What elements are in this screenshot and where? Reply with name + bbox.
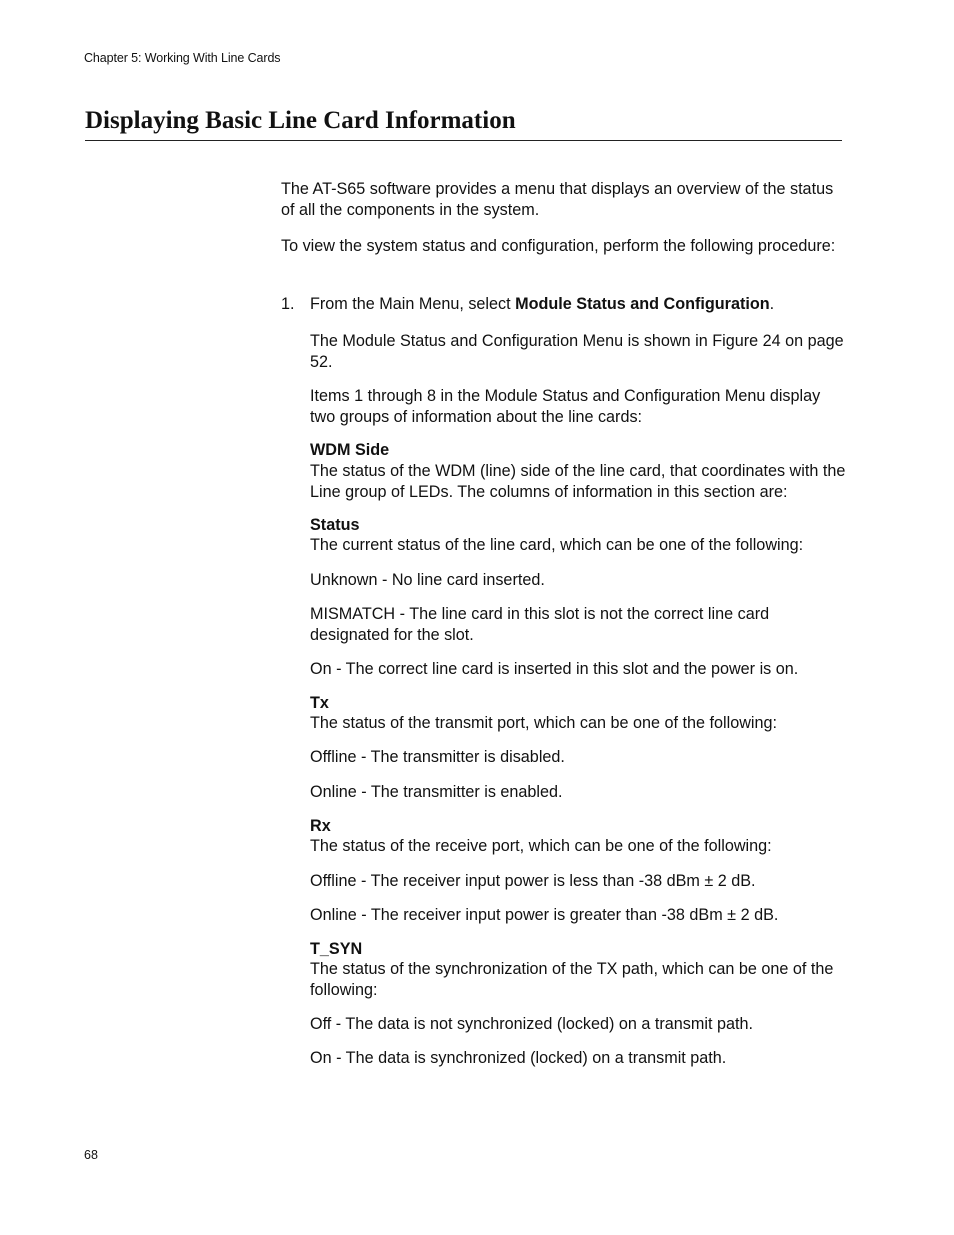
step-1-text: From the Main Menu, select — [310, 295, 516, 313]
title-rule — [85, 140, 842, 141]
status-option-mismatch: MISMATCH - The line card in this slot is not the correct line card designated for the slot. — [310, 605, 770, 644]
tsyn-description: The status of the synchronization of the TX path, which can be one of the following: — [310, 960, 834, 999]
status-heading: Status — [310, 516, 360, 534]
tsyn-option-on: On - The data is synchronized (locked) on a transmit path. — [310, 1049, 727, 1067]
rx-description: The status of the receive port, which can be one of the following: — [310, 837, 772, 855]
rx-option-online: Online - The receiver input power is greater than -38 dBm ± 2 dB. — [310, 906, 779, 924]
rx-heading: Rx — [310, 817, 331, 835]
tx-heading: Tx — [310, 694, 329, 712]
tsyn-option-off: Off - The data is not synchronized (locked) on a transmit path. — [310, 1015, 753, 1033]
tsyn-heading: T_SYN — [310, 940, 363, 958]
rx-option-offline: Offline - The receiver input power is less than -38 dBm ± 2 dB. — [310, 872, 756, 890]
intro-paragraph-1: The AT-S65 software provides a menu that displays an overview of the status of all the components in the system. — [281, 180, 834, 219]
step-1-paragraph-2: Items 1 through 8 in the Module Status and Configuration Menu display two groups of information about the line cards: — [310, 387, 821, 426]
step-number: 1. — [281, 295, 295, 313]
step-1-instruction — [310, 294, 845, 315]
running-header: Chapter 5: Working With Line Cards — [84, 51, 281, 65]
tx-option-online: Online - The transmitter is enabled. — [310, 783, 563, 801]
status-description: The current status of the line card, which can be one of the following: — [310, 536, 804, 554]
wdm-description: The status of the WDM (line) side of the line card, that coordinates with the Line group of LEDs. The columns of information in this section are: — [310, 462, 846, 501]
step-1-paragraph-1: The Module Status and Configuration Menu is shown in Figure 24 on page 52. — [310, 332, 844, 371]
tx-description: The status of the transmit port, which can be one of the following: — [310, 714, 777, 732]
section-title: Displaying Basic Line Card Information — [85, 107, 516, 134]
wdm-heading: WDM Side — [310, 441, 390, 459]
intro-paragraph-2: To view the system status and configuration, perform the following procedure: — [281, 237, 836, 255]
step-1-period: . — [769, 295, 775, 313]
status-option-on: On - The correct line card is inserted in this slot and the power is on. — [310, 660, 799, 678]
tx-option-offline: Offline - The transmitter is disabled. — [310, 748, 565, 766]
page-number: 68 — [84, 1148, 98, 1162]
status-option-unknown: Unknown - No line card inserted. — [310, 571, 545, 589]
step-1-menu-name: Module Status and Configuration — [515, 295, 770, 313]
